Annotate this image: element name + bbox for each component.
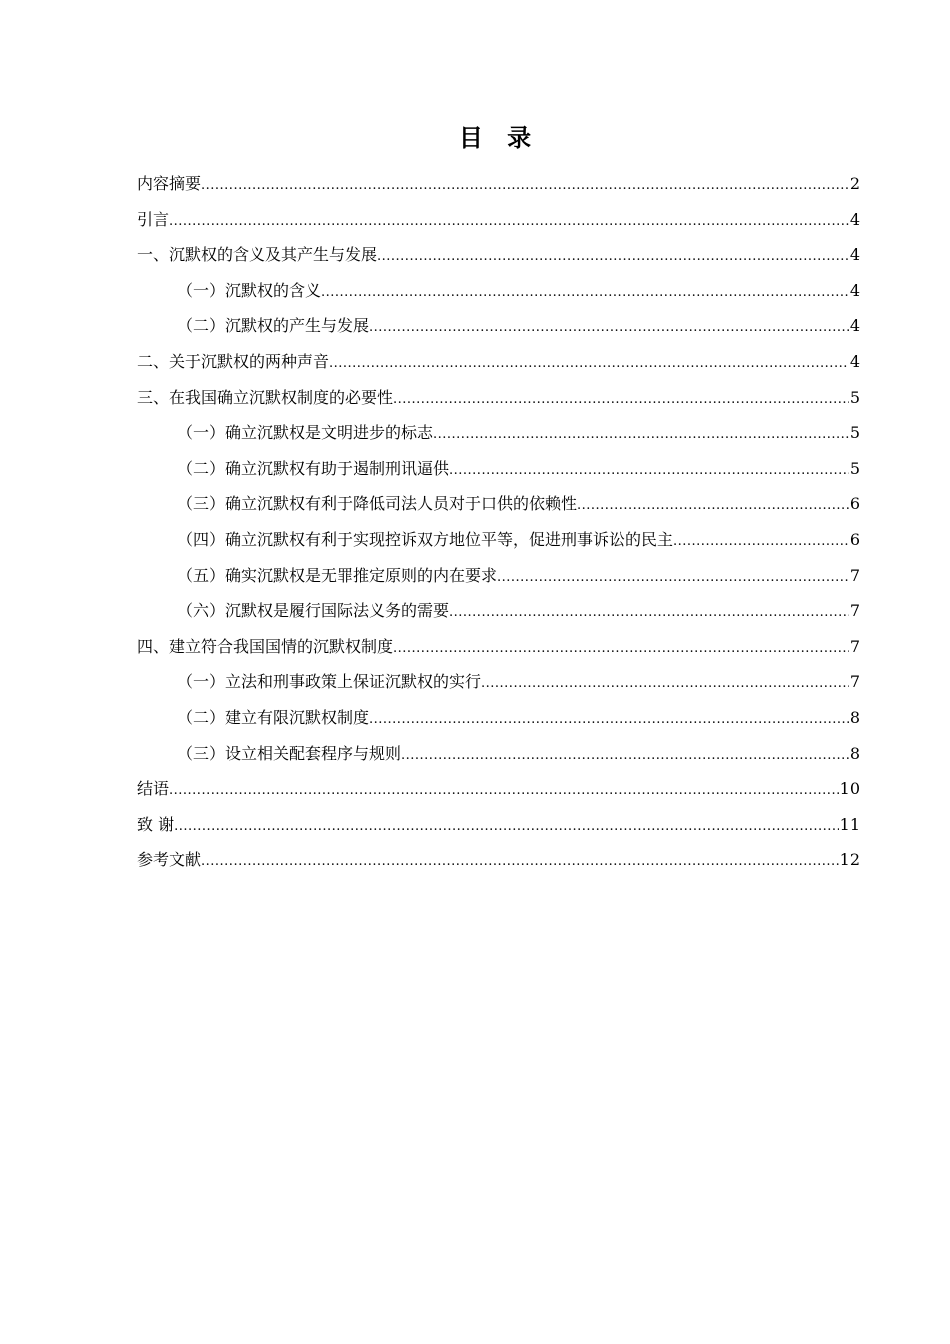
toc-entry-text: （一）沉默权的含义 xyxy=(177,280,322,300)
toc-entry-text: （二）确立沉默权有助于遏制刑讯逼供 xyxy=(177,458,450,478)
toc-entry-text: 参考文献 xyxy=(137,850,202,870)
toc-entry-text: （三）设立相关配套程序与规则 xyxy=(177,743,402,763)
toc-entry[interactable] xyxy=(137,202,860,238)
toc-dot-leader xyxy=(449,453,849,487)
toc-entry[interactable] xyxy=(137,237,860,273)
toc-page-number: 8 xyxy=(849,743,860,763)
toc-dot-leader xyxy=(481,666,849,700)
toc-entry[interactable] xyxy=(137,522,860,558)
toc-dot-leader xyxy=(201,168,849,202)
toc-entry[interactable] xyxy=(137,700,860,736)
toc-entry[interactable] xyxy=(137,807,860,843)
toc-title: 目 录 xyxy=(458,124,540,152)
toc-page-number: 7 xyxy=(849,565,860,585)
toc-entry-text: （六）沉默权是履行国际法义务的需要 xyxy=(177,601,450,621)
toc-dot-leader xyxy=(169,204,849,238)
toc-entry-text: （一）确立沉默权是文明进步的标志 xyxy=(177,423,434,443)
toc-entry[interactable] xyxy=(137,451,860,487)
toc-page-number: 2 xyxy=(849,174,860,193)
toc-page-number: 7 xyxy=(849,601,860,621)
toc-page-number: 5 xyxy=(849,423,860,443)
toc-entry[interactable] xyxy=(137,166,860,202)
toc-dot-leader xyxy=(369,702,849,736)
toc-entry[interactable] xyxy=(137,629,860,665)
toc-entry[interactable] xyxy=(137,558,860,594)
toc-dot-leader xyxy=(433,417,849,451)
toc-entry-text: 结语 xyxy=(137,779,170,799)
toc-dot-leader xyxy=(497,560,849,594)
toc-page-number: 11 xyxy=(839,814,860,834)
toc-dot-leader xyxy=(201,844,839,878)
toc-entry-text: 三、在我国确立沉默权制度的必要性 xyxy=(137,387,394,407)
toc-entry-text: 内容摘要 xyxy=(137,174,202,193)
toc-entry[interactable] xyxy=(137,486,860,522)
toc-dot-leader xyxy=(673,524,849,558)
toc-page-number: 4 xyxy=(849,351,860,371)
toc-page-number: 5 xyxy=(849,458,860,478)
toc-dot-leader xyxy=(329,346,849,380)
toc-dot-leader xyxy=(577,488,849,522)
toc-entry-text: （五）确实沉默权是无罪推定原则的内在要求 xyxy=(177,565,498,585)
toc-entry-text: 二、关于沉默权的两种声音 xyxy=(137,351,330,371)
toc-page-number: 6 xyxy=(849,494,860,514)
toc-page-number: 8 xyxy=(849,707,860,727)
toc-entry-text: （二）沉默权的产生与发展 xyxy=(177,316,370,336)
toc-dot-leader xyxy=(393,631,849,665)
toc-entry-text: （三）确立沉默权有利于降低司法人员对于口供的依赖性 xyxy=(177,494,578,514)
toc-dot-leader xyxy=(377,239,849,273)
toc-entry-text: 一、沉默权的含义及其产生与发展 xyxy=(137,245,378,265)
toc-page-number: 7 xyxy=(849,636,860,656)
toc-entry-text: 致 谢 xyxy=(137,814,175,834)
toc-entry[interactable] xyxy=(137,771,860,807)
toc-dot-leader xyxy=(174,809,839,843)
toc-page-number: 4 xyxy=(849,316,860,336)
toc-page-number: 4 xyxy=(849,280,860,300)
toc-dot-leader xyxy=(449,595,849,629)
toc-entry[interactable] xyxy=(137,380,860,416)
toc-entry[interactable] xyxy=(137,308,860,344)
toc-entry[interactable] xyxy=(137,273,860,309)
toc-entry[interactable] xyxy=(137,415,860,451)
toc-dot-leader xyxy=(169,773,839,807)
toc-dot-leader xyxy=(321,275,849,309)
toc-entry-text: （二）建立有限沉默权制度 xyxy=(177,707,370,727)
toc-entry[interactable] xyxy=(137,842,860,878)
toc-dot-leader xyxy=(369,310,849,344)
toc-entry[interactable] xyxy=(137,664,860,700)
toc-entry[interactable] xyxy=(137,344,860,380)
toc-list xyxy=(137,166,860,878)
toc-entry-text: 四、建立符合我国国情的沉默权制度 xyxy=(137,636,394,656)
toc-entry[interactable] xyxy=(137,593,860,629)
toc-page-number: 10 xyxy=(839,779,860,799)
toc-page-number: 4 xyxy=(849,209,860,229)
toc-page-number: 5 xyxy=(849,387,860,407)
toc-page-number: 12 xyxy=(839,850,860,870)
toc-entry-text: 引言 xyxy=(137,209,170,229)
toc-entry-text: （一）立法和刑事政策上保证沉默权的实行 xyxy=(177,672,482,692)
toc-page-number: 7 xyxy=(849,672,860,692)
toc-dot-leader xyxy=(393,382,849,416)
toc-entry-text: （四）确立沉默权有利于实现控诉双方地位平等，促进刑事诉讼的民主 xyxy=(177,529,674,549)
toc-page-number: 4 xyxy=(849,245,860,265)
toc-page-number: 6 xyxy=(849,529,860,549)
toc-dot-leader xyxy=(401,738,849,772)
toc-entry[interactable] xyxy=(137,736,860,772)
